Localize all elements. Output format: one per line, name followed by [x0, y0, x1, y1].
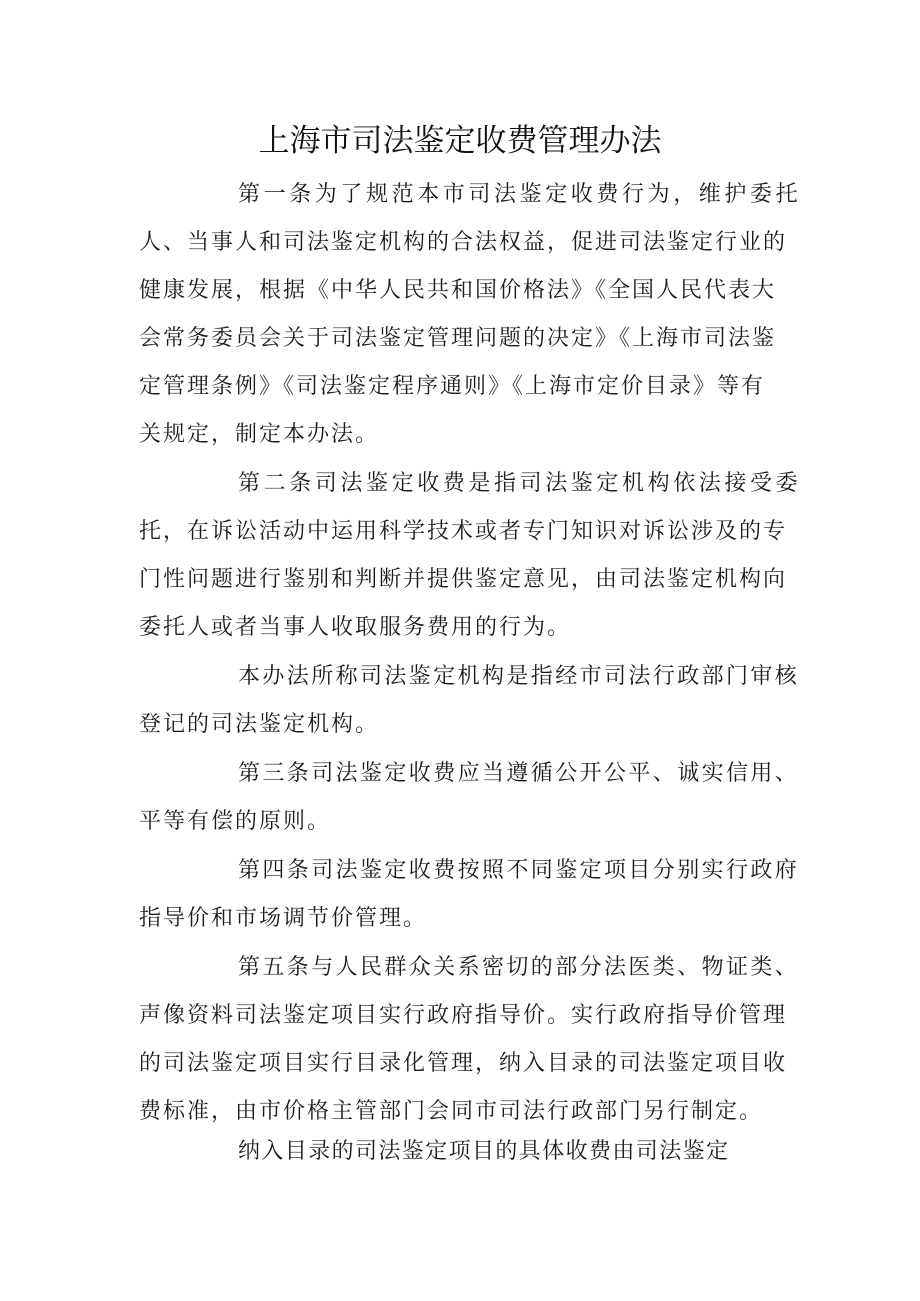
text-line: 第五条与人民群众关系密切的部分法医类、物证类、: [238, 955, 800, 980]
text-line: 托，在诉讼活动中运用科学技术或者专门知识对诉讼涉及的专: [139, 519, 788, 544]
text-line: 关规定，制定本办法。: [139, 422, 380, 447]
text-line: 登记的司法鉴定机构。: [139, 712, 380, 737]
text-line: 会常务委员会关于司法鉴定管理问题的决定》《上海市司法鉴: [139, 326, 777, 351]
text-line: 平等有偿的原则。: [139, 809, 332, 834]
text-line: 门性问题进行鉴别和判断并提供鉴定意见，由司法鉴定机构向: [139, 567, 788, 592]
text-line: 委托人或者当事人收取服务费用的行为。: [139, 615, 572, 640]
text-line: 费标准，由市价格主管部门会同市司法行政部门另行制定。: [139, 1099, 764, 1124]
text-line: 第四条司法鉴定收费按照不同鉴定项目分别实行政府: [238, 858, 800, 883]
text-line: 健康发展，根据《中华人民共和国价格法》《全国人民代表大: [139, 278, 777, 303]
document-title: 上海市司法鉴定收费管理办法: [258, 123, 662, 159]
text-line: 第一条为了规范本市司法鉴定收费行为，维护委托: [238, 182, 802, 207]
text-line: 纳入目录的司法鉴定项目的具体收费由司法鉴定: [238, 1139, 730, 1164]
text-line: 声像资料司法鉴定项目实行政府指导价。实行政府指导价管理: [139, 1003, 788, 1028]
text-line: 第三条司法鉴定收费应当遵循公开公平、诚实信用、: [238, 761, 800, 786]
text-line: 的司法鉴定项目实行目录化管理，纳入目录的司法鉴定项目收: [139, 1051, 788, 1076]
text-line: 人、当事人和司法鉴定机构的合法权益，促进司法鉴定行业的: [139, 230, 788, 255]
text-line: 指导价和市场调节价管理。: [139, 906, 428, 931]
text-line: 第二条司法鉴定收费是指司法鉴定机构依法接受委: [238, 471, 802, 496]
text-line: 本办法所称司法鉴定机构是指经市司法行政部门审核: [238, 664, 800, 689]
text-line: 定管理条例》《司法鉴定程序通则》《上海市定价目录》等有: [139, 374, 766, 399]
